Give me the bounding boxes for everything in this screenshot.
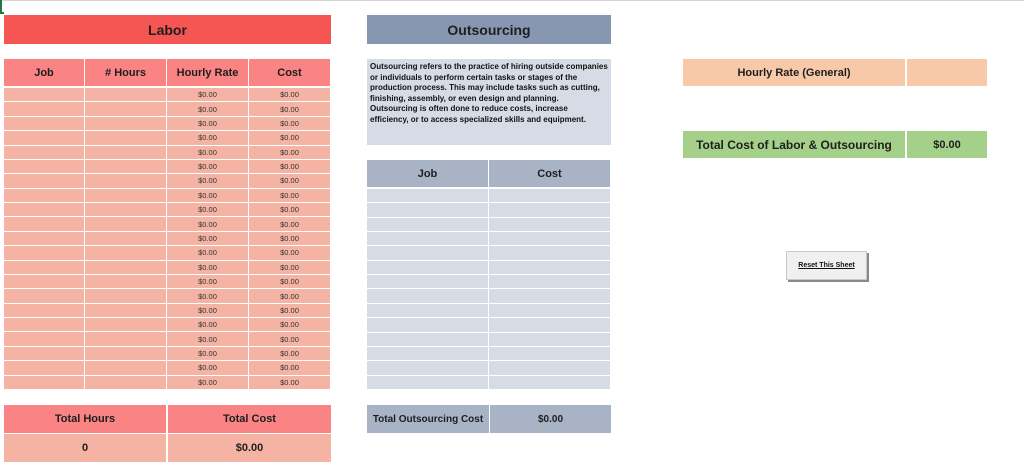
labor-cell-hours[interactable] [85, 102, 167, 116]
outsourcing-cell-job[interactable] [367, 261, 489, 275]
labor-cell-cost[interactable]: $0.00 [249, 232, 331, 246]
outsourcing-cell-job[interactable] [367, 304, 489, 318]
labor-cell-cost[interactable]: $0.00 [249, 361, 331, 375]
outsourcing-cell-job[interactable] [367, 376, 489, 390]
labor-cell-cost[interactable]: $0.00 [249, 347, 331, 361]
labor-cell-rate[interactable]: $0.00 [167, 217, 249, 231]
labor-cell-cost[interactable]: $0.00 [249, 131, 331, 145]
labor-cell-job[interactable] [4, 232, 85, 246]
labor-cell-cost[interactable]: $0.00 [249, 203, 331, 217]
labor-cell-job[interactable] [4, 203, 85, 217]
labor-cell-cost[interactable]: $0.00 [249, 289, 331, 303]
labor-cell-hours[interactable] [85, 174, 167, 188]
outsourcing-cell-cost[interactable] [489, 347, 611, 361]
cell-cursor [0, 0, 4, 14]
labor-cell-cost[interactable]: $0.00 [249, 117, 331, 131]
labor-cell-hours[interactable] [85, 275, 167, 289]
labor-cell-hours[interactable] [85, 347, 167, 361]
outsourcing-cell-cost[interactable] [489, 203, 611, 217]
labor-cell-rate[interactable]: $0.00 [167, 376, 249, 390]
labor-cell-hours[interactable] [85, 217, 167, 231]
outsourcing-cell-job[interactable] [367, 361, 489, 375]
outsourcing-cell-cost[interactable] [489, 189, 611, 203]
outsourcing-table-body [367, 189, 611, 390]
outsourcing-cell-cost[interactable] [489, 232, 611, 246]
labor-cell-job[interactable] [4, 318, 85, 332]
outsourcing-cell-job[interactable] [367, 189, 489, 203]
total-hours-value[interactable]: 0 [4, 434, 166, 462]
labor-cell-rate[interactable]: $0.00 [167, 131, 249, 145]
labor-cell-cost[interactable]: $0.00 [249, 246, 331, 260]
reset-sheet-button[interactable]: Reset This Sheet [786, 251, 867, 280]
labor-cell-rate[interactable]: $0.00 [167, 160, 249, 174]
labor-cell-rate[interactable]: $0.00 [167, 174, 249, 188]
outsourcing-cell-cost[interactable] [489, 218, 611, 232]
labor-cell-hours[interactable] [85, 261, 167, 275]
labor-cell-job[interactable] [4, 131, 85, 145]
labor-cell-rate[interactable]: $0.00 [167, 318, 249, 332]
labor-table-body [4, 88, 331, 390]
total-cost-value[interactable]: $0.00 [168, 434, 331, 462]
labor-cell-hours[interactable] [85, 146, 167, 160]
labor-cell-hours[interactable] [85, 361, 167, 375]
outsourcing-cell-cost[interactable] [489, 361, 611, 375]
labor-cell-rate[interactable]: $0.00 [167, 232, 249, 246]
labor-cell-job[interactable] [4, 304, 85, 318]
labor-cell-cost[interactable]: $0.00 [249, 261, 331, 275]
labor-cell-rate[interactable]: $0.00 [167, 261, 249, 275]
outsourcing-cell-cost[interactable] [489, 333, 611, 347]
labor-cell-job[interactable] [4, 289, 85, 303]
labor-cell-cost[interactable]: $0.00 [249, 88, 331, 102]
outsourcing-cell-job[interactable] [367, 289, 489, 303]
labor-cell-cost[interactable]: $0.00 [249, 174, 331, 188]
outsourcing-total-label: Total Outsourcing Cost [367, 405, 489, 433]
total-hours-label: Total Hours [4, 405, 166, 433]
labor-cell-job[interactable] [4, 246, 85, 260]
labor-cell-rate[interactable]: $0.00 [167, 289, 249, 303]
outsourcing-total-value[interactable]: $0.00 [490, 405, 611, 433]
labor-cell-hours[interactable] [85, 203, 167, 217]
labor-cell-job[interactable] [4, 117, 85, 131]
labor-cell-cost[interactable]: $0.00 [249, 376, 331, 390]
labor-header-cost: Cost [249, 59, 331, 86]
labor-cell-job[interactable] [4, 347, 85, 361]
labor-cell-hours[interactable] [85, 318, 167, 332]
outsourcing-cell-job[interactable] [367, 347, 489, 361]
outsourcing-header-job: Job [367, 160, 489, 187]
labor-cell-job[interactable] [4, 174, 85, 188]
labor-cell-hours[interactable] [85, 160, 167, 174]
labor-cell-cost[interactable]: $0.00 [249, 189, 331, 203]
labor-cell-hours[interactable] [85, 117, 167, 131]
outsourcing-cell-job[interactable] [367, 203, 489, 217]
labor-cell-job[interactable] [4, 160, 85, 174]
labor-cell-job[interactable] [4, 261, 85, 275]
labor-cell-job[interactable] [4, 88, 85, 102]
labor-cell-rate[interactable]: $0.00 [167, 361, 249, 375]
labor-cell-hours[interactable] [85, 332, 167, 346]
labor-table-header [4, 59, 331, 86]
outsourcing-cell-cost[interactable] [489, 289, 611, 303]
outsourcing-table-header [367, 160, 611, 187]
labor-cell-hours[interactable] [85, 232, 167, 246]
outsourcing-cell-cost[interactable] [489, 318, 611, 332]
labor-cell-hours[interactable] [85, 376, 167, 390]
labor-cell-job[interactable] [4, 332, 85, 346]
labor-header-rate: Hourly Rate [167, 59, 249, 86]
outsourcing-cell-job[interactable] [367, 246, 489, 260]
labor-cell-job[interactable] [4, 102, 85, 116]
outsourcing-cell-cost[interactable] [489, 261, 611, 275]
hourly-rate-label: Hourly Rate (General) [683, 59, 905, 86]
labor-cell-rate[interactable]: $0.00 [167, 88, 249, 102]
outsourcing-cell-cost[interactable] [489, 376, 611, 390]
outsourcing-title: Outsourcing [367, 15, 611, 44]
labor-cell-rate[interactable]: $0.00 [167, 102, 249, 116]
labor-title: Labor [4, 15, 331, 44]
labor-cell-cost[interactable]: $0.00 [249, 318, 331, 332]
grand-total-label: Total Cost of Labor & Outsourcing [683, 131, 905, 158]
labor-cell-rate[interactable]: $0.00 [167, 332, 249, 346]
labor-cell-cost[interactable]: $0.00 [249, 304, 331, 318]
labor-cell-job[interactable] [4, 275, 85, 289]
labor-cell-rate[interactable]: $0.00 [167, 304, 249, 318]
outsourcing-description: Outsourcing refers to the practice of hiring outside companies or individuals to perform certain tasks or stages of the production process. This may include tasks such as cutting, finishing, assembly, or even design and planning. Outsourcing is often done to reduce costs, increase efficiency, or to access specialized skills and equipment. [367, 59, 611, 145]
labor-cell-rate[interactable]: $0.00 [167, 203, 249, 217]
outsourcing-cell-cost[interactable] [489, 304, 611, 318]
outsourcing-cell-job[interactable] [367, 333, 489, 347]
labor-header-hours: # Hours [85, 59, 167, 86]
outsourcing-header-cost: Cost [489, 160, 611, 187]
outsourcing-cell-cost[interactable] [489, 275, 611, 289]
labor-cell-cost[interactable]: $0.00 [249, 146, 331, 160]
total-cost-label: Total Cost [168, 405, 331, 433]
labor-cell-hours[interactable] [85, 131, 167, 145]
labor-cell-job[interactable] [4, 376, 85, 390]
labor-cell-hours[interactable] [85, 304, 167, 318]
hourly-rate-input[interactable] [907, 59, 987, 86]
outsourcing-cell-job[interactable] [367, 275, 489, 289]
labor-header-job: Job [4, 59, 85, 86]
labor-cell-cost[interactable]: $0.00 [249, 160, 331, 174]
labor-cell-hours[interactable] [85, 88, 167, 102]
labor-cell-cost[interactable]: $0.00 [249, 275, 331, 289]
outsourcing-cell-job[interactable] [367, 232, 489, 246]
outsourcing-cell-job[interactable] [367, 318, 489, 332]
labor-cell-rate[interactable]: $0.00 [167, 347, 249, 361]
labor-cell-rate[interactable]: $0.00 [167, 117, 249, 131]
labor-cell-cost[interactable]: $0.00 [249, 217, 331, 231]
labor-cell-job[interactable] [4, 146, 85, 160]
labor-cell-job[interactable] [4, 217, 85, 231]
labor-cell-hours[interactable] [85, 189, 167, 203]
labor-cell-rate[interactable]: $0.00 [167, 189, 249, 203]
labor-cell-cost[interactable]: $0.00 [249, 102, 331, 116]
labor-cell-hours[interactable] [85, 246, 167, 260]
labor-cell-rate[interactable]: $0.00 [167, 246, 249, 260]
labor-cell-cost[interactable]: $0.00 [249, 332, 331, 346]
grand-total-value[interactable]: $0.00 [907, 131, 987, 158]
labor-cell-hours[interactable] [85, 289, 167, 303]
labor-cell-job[interactable] [4, 361, 85, 375]
sheet-top-border [0, 0, 1024, 1]
labor-cell-job[interactable] [4, 189, 85, 203]
outsourcing-cell-job[interactable] [367, 218, 489, 232]
labor-cell-rate[interactable]: $0.00 [167, 146, 249, 160]
labor-cell-rate[interactable]: $0.00 [167, 275, 249, 289]
outsourcing-cell-cost[interactable] [489, 246, 611, 260]
